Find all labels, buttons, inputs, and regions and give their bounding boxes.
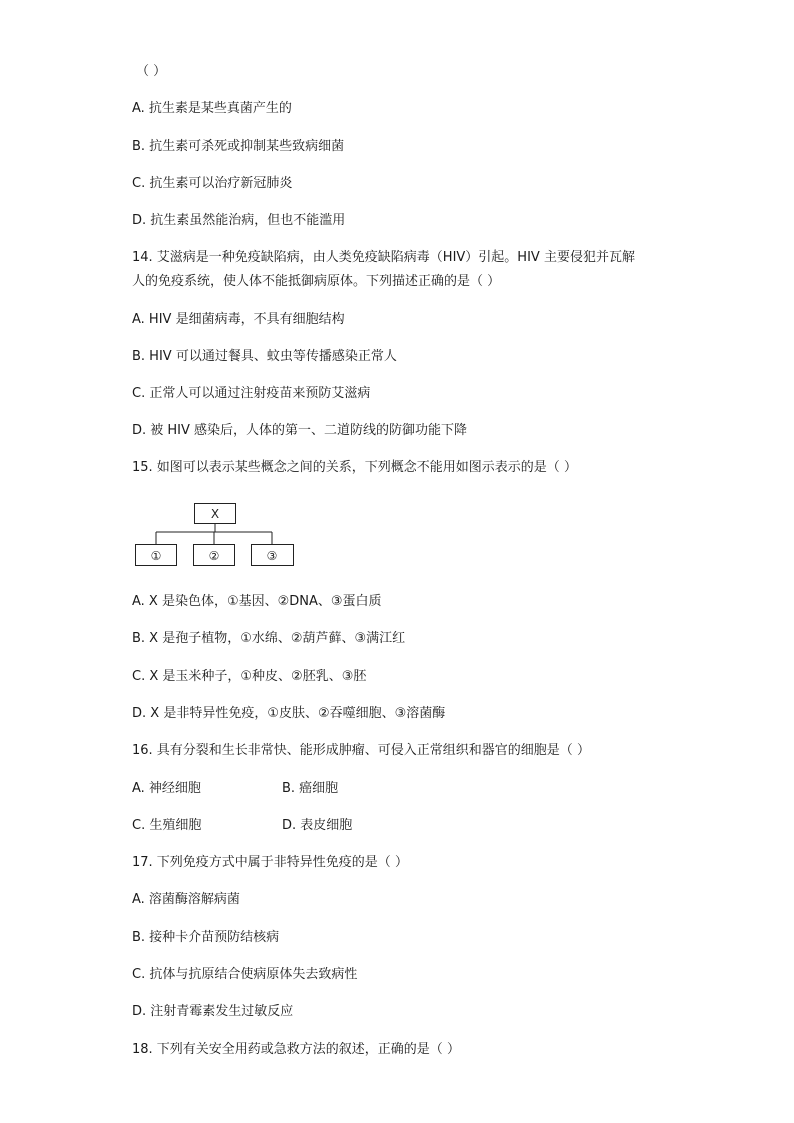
q15-stem: 15. 如图可以表示某些概念之间的关系，下列概念不能用如图示表示的是（ ） xyxy=(132,460,577,475)
q18-stem: 18. 下列有关安全用药或急救方法的叙述，正确的是（ ） xyxy=(132,1042,460,1057)
q17-option-a: A. 溶菌酶溶解病菌 xyxy=(132,892,240,907)
q16-stem: 16. 具有分裂和生长非常快、能形成肿瘤、可侵入正常组织和器官的细胞是（ ） xyxy=(132,743,590,758)
q17-option-b: B. 接种卡介苗预防结核病 xyxy=(132,930,280,945)
q15-option-d: D. X 是非特异性免疫，①皮肤、②吞噬细胞、③溶菌酶 xyxy=(132,706,446,721)
q13-option-d: D. 抗生素虽然能治病，但也不能滥用 xyxy=(132,213,346,228)
q14-option-b: B. HIV 可以通过餐具、蚊虫等传播感染正常人 xyxy=(132,349,397,364)
q17-option-d: D. 注射青霉素发生过敏反应 xyxy=(132,1004,294,1019)
q15-option-a: A. X 是染色体，①基因、②DNA、③蛋白质 xyxy=(132,594,382,609)
q17-option-c: C. 抗体与抗原结合使病原体失去致病性 xyxy=(132,967,358,982)
q16-option-c: C. 生殖细胞 xyxy=(132,818,202,833)
q13-stem-tail: （ ） xyxy=(136,64,167,79)
diagram-box-3-label: ③ xyxy=(266,549,278,563)
q15-option-b: B. X 是孢子植物，①水绵、②葫芦藓、③满江红 xyxy=(132,631,406,646)
q17-stem: 17. 下列免疫方式中属于非特异性免疫的是（ ） xyxy=(132,855,408,870)
concept-diagram xyxy=(130,498,300,572)
diagram-box-2-label: ② xyxy=(208,549,220,563)
q16-option-a: A. 神经细胞 xyxy=(132,781,201,796)
diagram-top-label: X xyxy=(210,507,220,521)
q15-option-c: C. X 是玉米种子，①种皮、②胚乳、③胚 xyxy=(132,669,367,684)
q13-option-c: C. 抗生素可以治疗新冠肺炎 xyxy=(132,176,293,191)
q16-option-b: B. 癌细胞 xyxy=(282,781,339,796)
q13-option-b: B. 抗生素可杀死或抑制某些致病细菌 xyxy=(132,139,345,154)
q14-stem-line1: 14. 艾滋病是一种免疫缺陷病，由人类免疫缺陷病毒（HIV）引起。HIV 主要侵犯并瓦解 xyxy=(132,250,635,265)
q16-option-d: D. 表皮细胞 xyxy=(282,818,353,833)
q14-option-d: D. 被 HIV 感染后，人体的第一、二道防线的防御功能下降 xyxy=(132,423,468,438)
q14-stem-line2: 人的免疫系统，使人体不能抵御病原体。下列描述正确的是（ ） xyxy=(132,274,501,289)
q14-option-a: A. HIV 是细菌病毒，不具有细胞结构 xyxy=(132,312,345,327)
q14-option-c: C. 正常人可以通过注射疫苗来预防艾滋病 xyxy=(132,386,371,401)
q13-option-a: A. 抗生素是某些真菌产生的 xyxy=(132,101,292,116)
diagram-box-1-label: ① xyxy=(150,549,162,563)
